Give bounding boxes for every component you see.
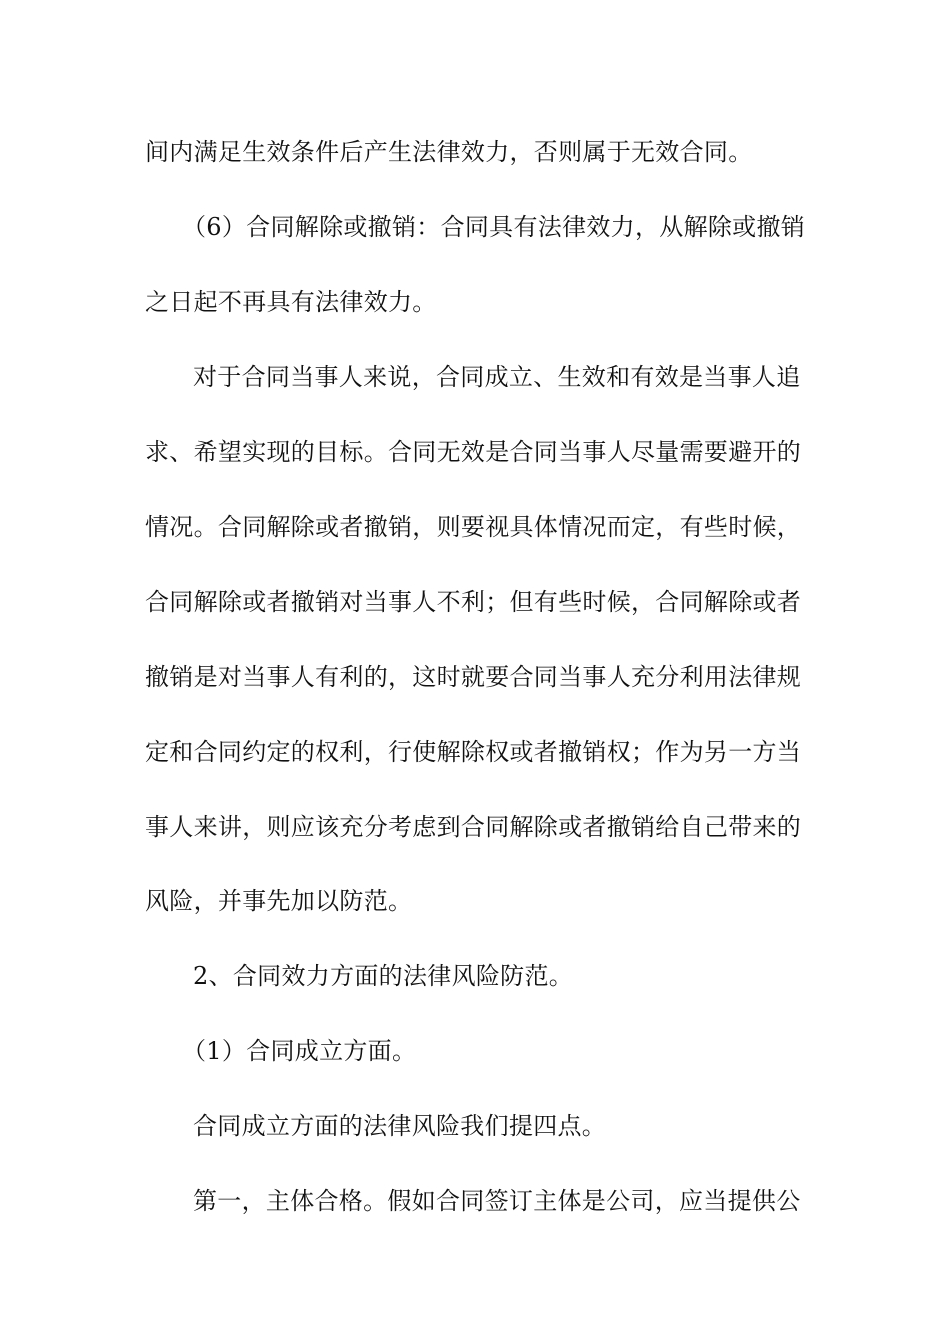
text-line: 合同解除或者撤销对当事人不利；但有些时候，合同解除或者 bbox=[145, 588, 802, 616]
text-line: 之日起不再具有法律效力。 bbox=[145, 288, 437, 316]
subsection-heading: （1）合同成立方面。 bbox=[182, 1037, 417, 1065]
text-line: 定和合同约定的权利，行使解除权或者撤销权；作为另一方当 bbox=[145, 738, 802, 766]
text-line: 事人来讲，则应该充分考虑到合同解除或者撤销给自己带来的 bbox=[145, 813, 802, 841]
text-line: 撤销是对当事人有利的，这时就要合同当事人充分利用法律规 bbox=[145, 663, 802, 691]
section-heading: 2、合同效力方面的法律风险防范。 bbox=[193, 962, 574, 990]
text-line: 风险，并事先加以防范。 bbox=[145, 887, 413, 915]
text-line: 求、希望实现的目标。合同无效是合同当事人尽量需要避开的 bbox=[145, 438, 802, 466]
text-line: 第一，主体合格。假如合同签订主体是公司，应当提供公 bbox=[193, 1187, 801, 1215]
text-line: 合同成立方面的法律风险我们提四点。 bbox=[193, 1112, 607, 1140]
text-line: 对于合同当事人来说，合同成立、生效和有效是当事人追 bbox=[193, 363, 801, 391]
text-line: 间内满足生效条件后产生法律效力，否则属于无效合同。 bbox=[145, 138, 753, 166]
text-line: （6）合同解除或撤销：合同具有法律效力，从解除或撤销 bbox=[182, 213, 806, 241]
text-line: 情况。合同解除或者撤销，则要视具体情况而定，有些时候， bbox=[145, 513, 802, 541]
